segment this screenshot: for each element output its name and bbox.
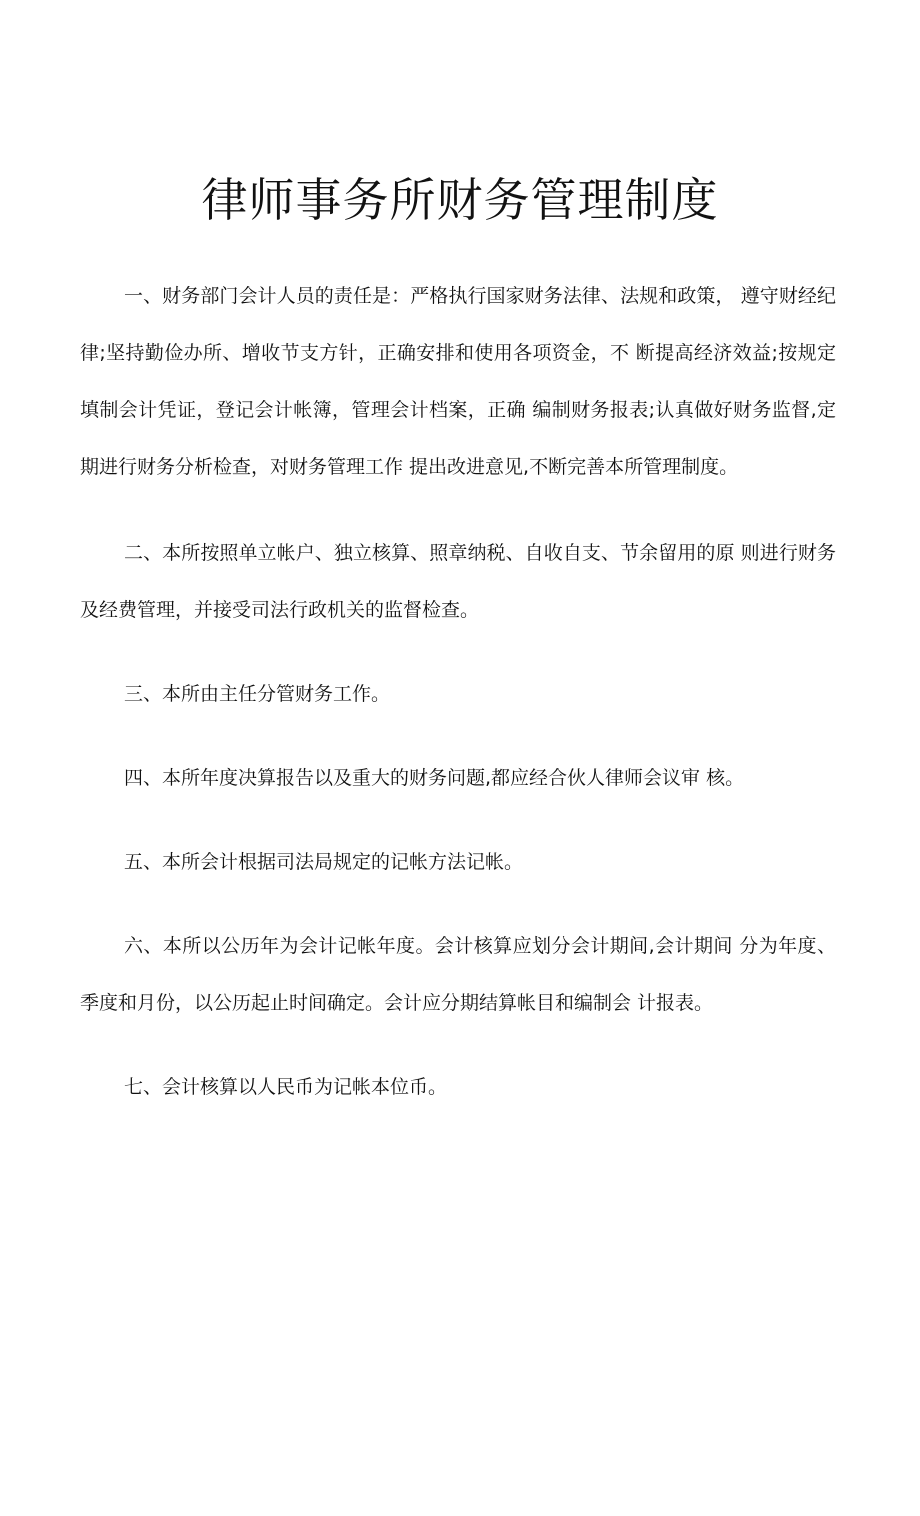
paragraph-7: 七、会计核算以人民币为记帐本位币。 [124,1076,448,1098]
paragraph-2: 二、本所按照单立帐户、独立核算、照章纳税、自收自支、节余留用的原 则进行财务及经费管理，并接受司法行政机关的监督检查。 [80,542,836,621]
document-body [80,268,836,1116]
document-title: 律师事务所财务管理制度 [201,173,719,227]
paragraph-5: 五、本所会计根据司法局规定的记帐方法记帐。 [124,851,524,873]
paragraph-1: 一、财务部门会计人员的责任是：严格执行国家财务法律、法规和政策， 遵守财经纪律;坚持勤俭办所、增收节支方针，正确安排和使用各项资金，不 断提高经济效益;按规定填制会计凭证，登记会计帐簿，管理会计档案，正确 编制财务报表;认真做好财务监督,定期进行财务分析检查，对财务管理工作 提出改进意见,不断完善本所管理制度。 [80,285,836,478]
paragraph-6: 六、本所以公历年为会计记帐年度。会计核算应划分会计期间,会计期间 分为年度、季度和月份，以公历起止时间确定。会计应分期结算帐目和编制会 计报表。 [80,935,836,1014]
paragraph-3: 三、本所由主任分管财务工作。 [124,683,391,705]
paragraph-4: 四、本所年度决算报告以及重大的财务问题,都应经合伙人律师会议审 核。 [124,767,745,789]
